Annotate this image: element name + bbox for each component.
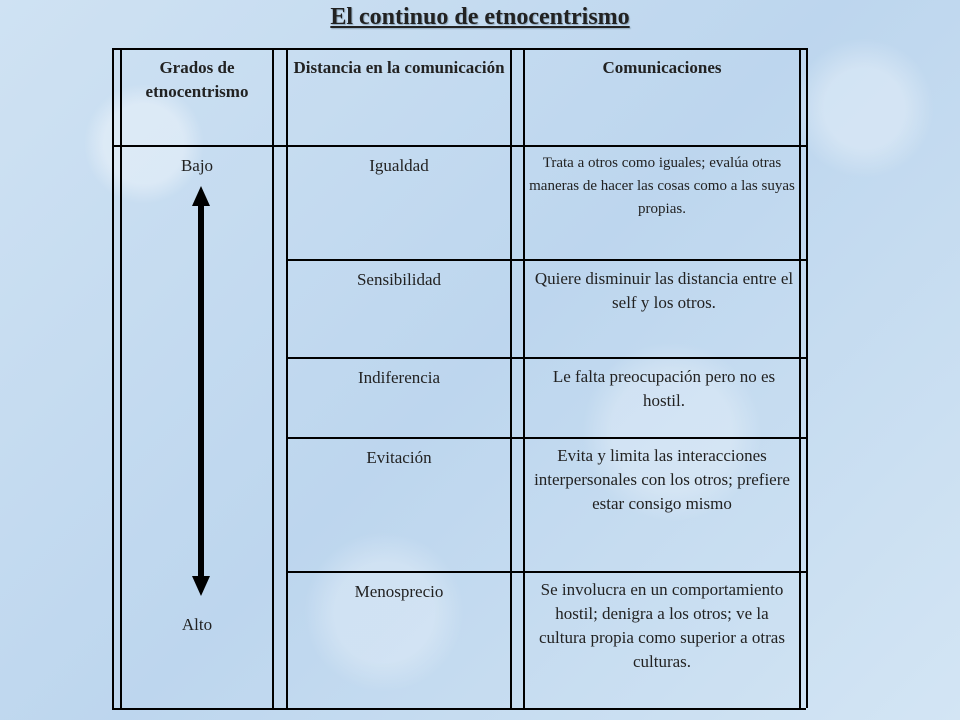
header-divider (112, 145, 808, 147)
distance-cell: Sensibilidad (356, 270, 442, 289)
header-distance: Distancia en la comunicación (293, 58, 505, 77)
scale-low-label: Bajo (180, 156, 214, 175)
row-divider (286, 571, 808, 573)
header-communications: Comunicaciones (602, 58, 722, 77)
page-title: El continuo de etnocentrismo (330, 4, 630, 30)
row-divider (286, 437, 808, 439)
distance-cell: Igualdad (369, 156, 429, 175)
table-border-right-outer (806, 48, 808, 708)
communication-cell: Le falta preocupación pero no es hostil. (552, 367, 776, 410)
communication-cell: Trata a otros como iguales; evalúa otras maneras de hacer las cosas como a las suyas propias. (529, 155, 795, 217)
double-arrow-icon (191, 186, 211, 596)
column-divider-2a (510, 48, 512, 708)
row-divider (286, 259, 808, 261)
communication-cell: Se involucra en un comportamiento hostil; denigra a los otros; ve la cultura propia como superior a otras culturas. (539, 580, 785, 671)
row-divider (286, 357, 808, 359)
header-degrees: Grados de etnocentrismo (145, 58, 249, 101)
column-divider-2b (523, 48, 525, 708)
distance-cell: Evitación (366, 448, 432, 467)
distance-cell: Indiferencia (357, 368, 441, 387)
table-border-left-inner (120, 48, 122, 708)
table-border-left-outer (112, 48, 114, 708)
distance-cell: Menosprecio (354, 582, 444, 601)
scale-high-label: Alto (181, 615, 213, 634)
communication-cell: Evita y limita las interacciones interpersonales con los otros; prefiere estar consigo mismo (534, 446, 790, 513)
column-divider-1a (272, 48, 274, 708)
table-border-right-inner (799, 48, 801, 708)
communication-cell: Quiere disminuir las distancia entre el self y los otros. (534, 269, 794, 312)
